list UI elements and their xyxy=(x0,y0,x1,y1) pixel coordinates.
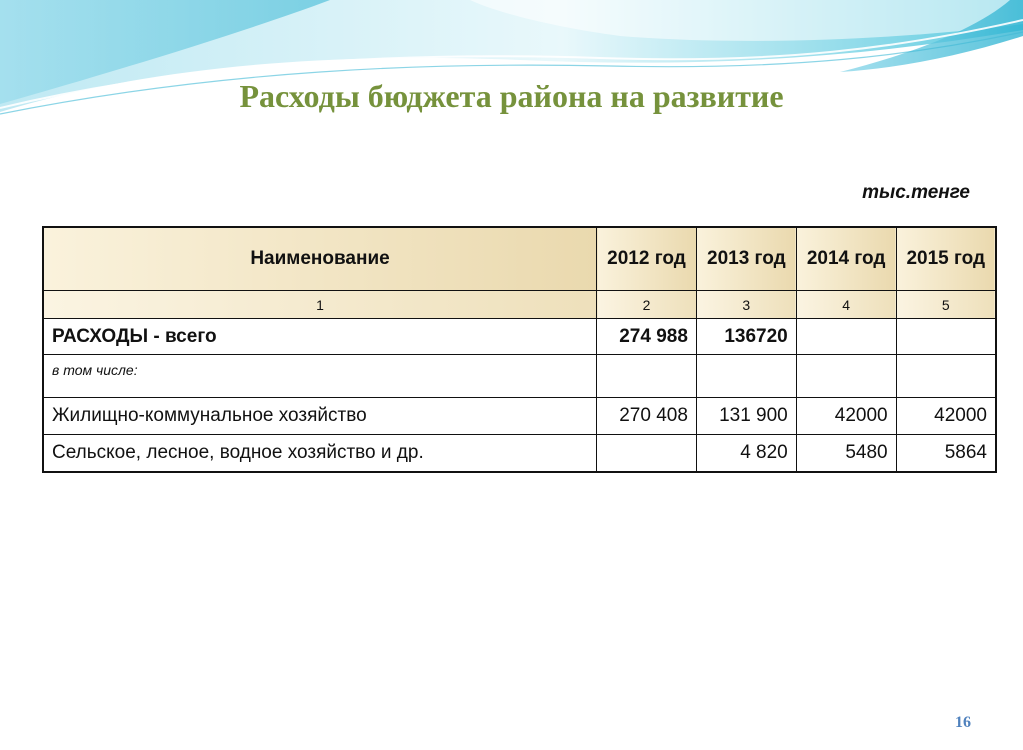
header-2012: 2012 год xyxy=(597,227,697,291)
cell-2013 xyxy=(696,355,796,398)
table-row-agriculture xyxy=(43,435,996,473)
cell-2014: 5480 xyxy=(796,435,896,473)
header-2013: 2013 год xyxy=(696,227,796,291)
cell-2012: 274 988 xyxy=(597,319,697,355)
cell-2013: 136720 xyxy=(696,319,796,355)
cell-2012: 270 408 xyxy=(597,398,697,435)
table-row-housing xyxy=(43,398,996,435)
column-number: 3 xyxy=(696,291,796,319)
header-2014: 2014 год xyxy=(796,227,896,291)
header-2015: 2015 год xyxy=(896,227,996,291)
row-name: РАСХОДЫ - всего xyxy=(43,319,597,355)
budget-table xyxy=(42,226,997,473)
row-name: Жилищно-коммунальное хозяйство xyxy=(43,398,597,435)
table-row-total xyxy=(43,319,996,355)
slide-title: Расходы бюджета района на развитие xyxy=(239,78,784,114)
page-number: 16 xyxy=(955,714,971,731)
table-header-row xyxy=(43,227,996,291)
cell-2015: 42000 xyxy=(896,398,996,435)
row-name: в том числе: xyxy=(43,355,597,398)
cell-2015 xyxy=(896,355,996,398)
cell-2013: 131 900 xyxy=(696,398,796,435)
cell-2014 xyxy=(796,355,896,398)
table-row-including xyxy=(43,355,996,398)
cell-2014 xyxy=(796,319,896,355)
column-number: 5 xyxy=(896,291,996,319)
header-name: Наименование xyxy=(43,227,597,291)
column-number: 1 xyxy=(43,291,597,319)
cell-2012 xyxy=(597,355,697,398)
cell-2015 xyxy=(896,319,996,355)
column-number: 2 xyxy=(597,291,697,319)
cell-2015: 5864 xyxy=(896,435,996,473)
column-number: 4 xyxy=(796,291,896,319)
cell-2013: 4 820 xyxy=(696,435,796,473)
cell-2014: 42000 xyxy=(796,398,896,435)
unit-label: тыс.тенге xyxy=(862,182,970,203)
column-number-row xyxy=(43,291,996,319)
row-name: Сельское, лесное, водное хозяйство и др. xyxy=(43,435,597,473)
cell-2012 xyxy=(597,435,697,473)
